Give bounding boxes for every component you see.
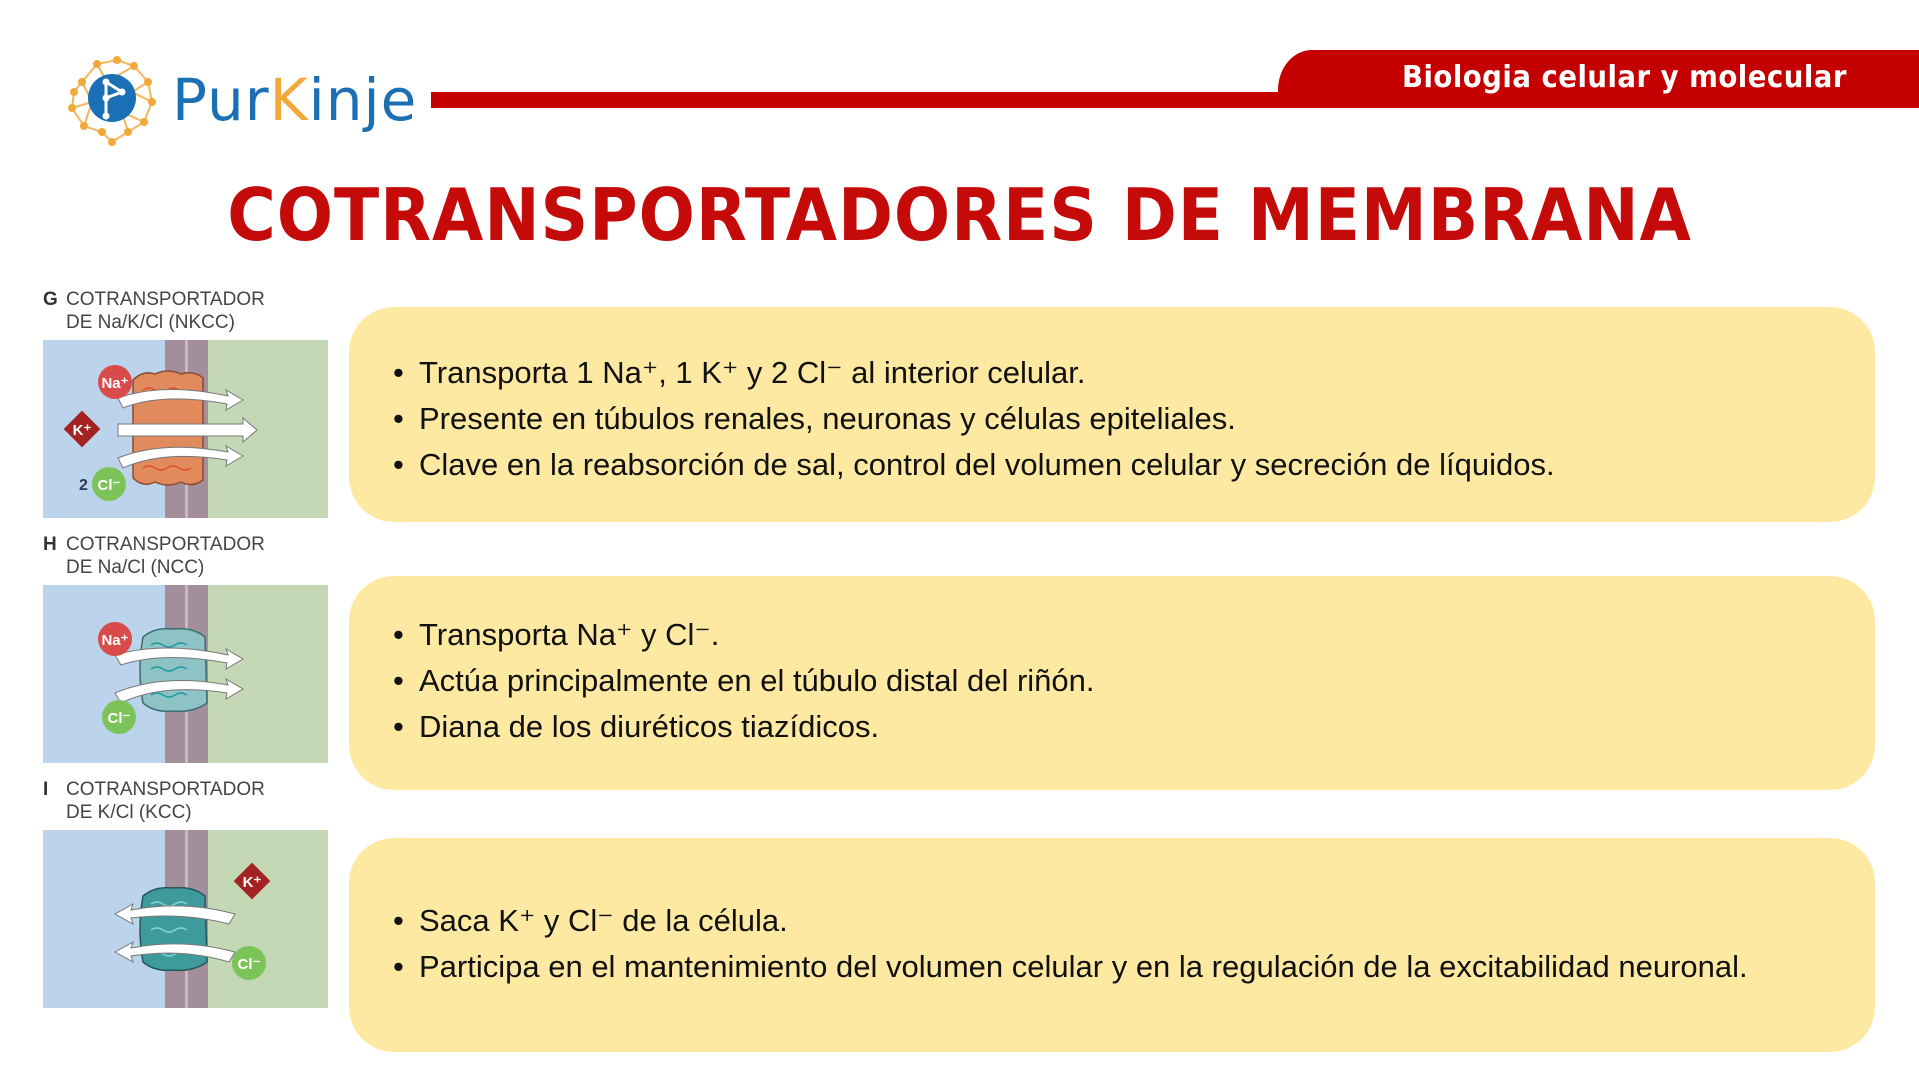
purkinje-logo <box>62 52 418 148</box>
logo-wordmark <box>172 62 417 138</box>
info-panel-kcc <box>349 838 1875 1052</box>
svg-text:K⁺: K⁺ <box>242 874 262 891</box>
kcc-membrane-svg <box>43 830 328 1008</box>
bullet-item: • Transporta Na⁺ y Cl⁻. <box>393 612 1875 658</box>
caption-line-2: DE K/Cl (KCC) <box>66 802 192 823</box>
bullet-list <box>349 898 1875 990</box>
caption-line-1: COTRANSPORTADOR <box>66 779 265 800</box>
bullet-item: • Saca K⁺ y Cl⁻ de la célula. <box>393 898 1875 944</box>
ncc-protein-icon <box>140 629 207 712</box>
diagram-caption <box>38 533 338 579</box>
caption-line-1: COTRANSPORTADOR <box>66 534 265 555</box>
diagram-letter: H <box>43 534 57 555</box>
membrane-illustration <box>43 585 328 763</box>
membrane-illustration <box>43 830 328 1008</box>
bullet-item: • Presente en túbulos renales, neuronas y células epiteliales. <box>393 396 1875 442</box>
svg-text:Cl⁻: Cl⁻ <box>237 956 261 973</box>
bullet-item: • Diana de los diuréticos tiazídicos. <box>393 704 1875 750</box>
diagram-caption <box>38 778 338 824</box>
svg-text:Na⁺: Na⁺ <box>101 632 129 649</box>
svg-text:Cl⁻: Cl⁻ <box>107 710 131 727</box>
caption-line-1: COTRANSPORTADOR <box>66 289 265 310</box>
diagram-ncc <box>38 533 338 763</box>
caption-line-2: DE Na/K/Cl (NKCC) <box>66 312 235 333</box>
header-divider <box>431 92 1331 108</box>
bullet-item: • Transporta 1 Na⁺, 1 K⁺ y 2 Cl⁻ al interior celular. <box>393 350 1875 396</box>
ncc-membrane-svg <box>43 585 328 763</box>
brain-network-icon <box>62 52 158 148</box>
svg-text:Na⁺: Na⁺ <box>101 375 129 392</box>
caption-line-2: DE Na/Cl (NCC) <box>66 557 205 578</box>
page-title: COTRANSPORTADORES DE MEMBRANA <box>227 173 1692 257</box>
svg-text:2: 2 <box>79 477 88 494</box>
bullet-item: • Actúa principalmente en el túbulo distal del riñón. <box>393 658 1875 704</box>
bullet-item: • Clave en la reabsorción de sal, control del volumen celular y secreción de líquidos. <box>393 442 1875 488</box>
diagram-caption <box>38 288 338 334</box>
diagram-letter: G <box>43 289 58 310</box>
logo-text-inje: inje <box>308 66 418 134</box>
diagram-kcc <box>38 778 338 1008</box>
logo-text-k: K <box>269 66 309 134</box>
svg-text:Cl⁻: Cl⁻ <box>97 477 121 494</box>
bullet-list <box>349 350 1875 488</box>
info-panel-nkcc <box>349 307 1875 522</box>
nkcc-membrane-svg <box>43 340 328 518</box>
membrane-illustration <box>43 340 328 518</box>
logo-text-pur: Pur <box>172 66 270 134</box>
diagram-letter: I <box>43 779 49 800</box>
bullet-list <box>349 612 1875 750</box>
diagram-nkcc <box>38 288 338 518</box>
svg-text:K⁺: K⁺ <box>72 422 92 439</box>
subject-tab-label: Biologia celular y molecular <box>1402 60 1847 95</box>
info-panel-ncc <box>349 576 1875 790</box>
kcc-protein-icon <box>140 888 207 971</box>
bullet-item: • Participa en el mantenimiento del volumen celular y en la regulación de la excitabilidad neuronal. <box>393 944 1875 990</box>
